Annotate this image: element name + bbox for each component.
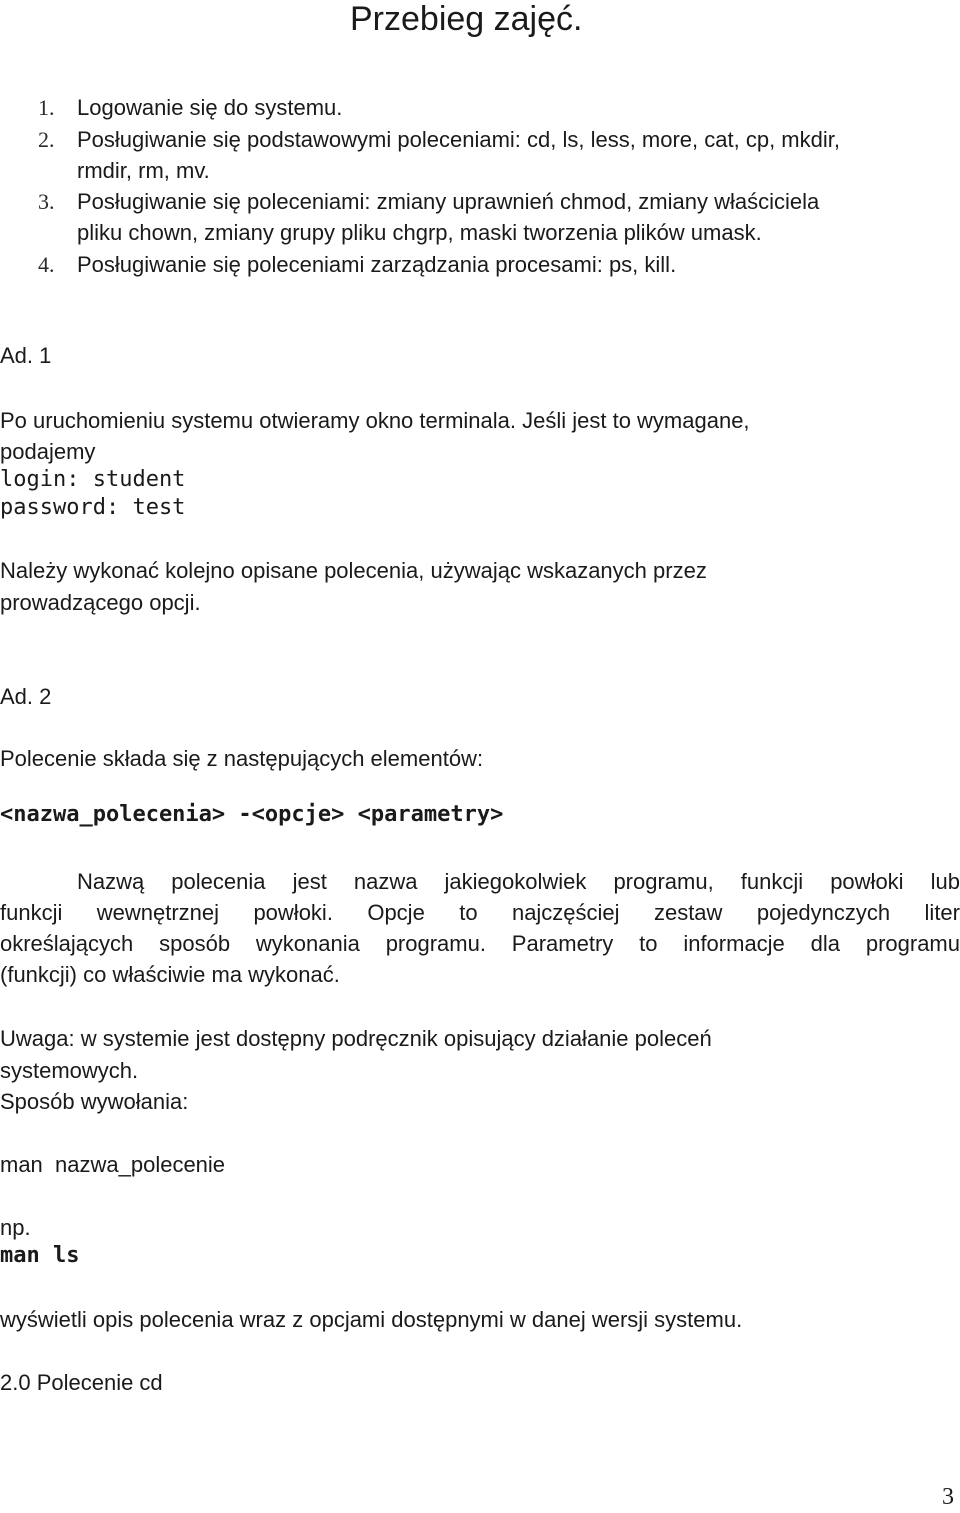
paragraph-line: Nazwą polecenia jest nazwa jakiegokolwiek programu, funkcji powłoki lub: [77, 869, 960, 894]
paragraph-line: funkcji wewnętrznej powłoki. Opcje to najczęściej zestaw pojedynczych liter: [0, 900, 960, 925]
page-number: 3: [942, 1484, 954, 1510]
ad2-intro: Polecenie składa się z następujących elementów:: [0, 746, 484, 771]
section-heading: 2.0 Polecenie cd: [0, 1370, 163, 1395]
ad1-heading: Ad. 1: [0, 343, 52, 368]
ad1-intro: Po uruchomieniu systemu otwieramy okno terminala. Jeśli jest to wymagane,: [0, 408, 750, 433]
list-number: 1.: [38, 95, 55, 120]
list-item-continuation: pliku chown, zmiany grupy pliku chgrp, maski tworzenia plików umask.: [77, 220, 762, 245]
paragraph-line: określających sposób wykonania programu. Parametry to informacje dla programu: [0, 931, 960, 956]
ad1-note: Należy wykonać kolejno opisane polecenia, używając wskazanych przez: [0, 558, 707, 583]
list-item-continuation: rmdir, rm, mv.: [77, 158, 210, 183]
man-example-code: man ls: [0, 1243, 80, 1268]
ad1-note-continuation: prowadzącego opcji.: [0, 590, 201, 615]
list-number: 4.: [38, 252, 55, 277]
list-item: Posługiwanie się poleceniami zarządzania procesami: ps, kill.: [77, 252, 677, 277]
uwaga-note: Uwaga: w systemie jest dostępny podręcznik opisujący działanie poleceń: [0, 1026, 712, 1051]
page-title: Przebieg zajęć.: [350, 0, 583, 38]
man-result-text: wyświetli opis polecenia wraz z opcjami dostępnymi w danej wersji systemu.: [0, 1307, 743, 1332]
ad1-intro-continuation: podajemy: [0, 439, 96, 464]
list-number: 3.: [38, 189, 55, 214]
ad2-heading: Ad. 2: [0, 684, 52, 709]
password-code: password: test: [0, 495, 186, 520]
paragraph-line: (funkcji) co właściwie ma wykonać.: [0, 962, 340, 987]
example-label: np.: [0, 1215, 31, 1240]
list-item: Posługiwanie się podstawowymi poleceniami: cd, ls, less, more, cat, cp, mkdir,: [77, 127, 840, 152]
list-item: Logowanie się do systemu.: [77, 95, 343, 120]
usage-label: Sposób wywołania:: [0, 1089, 189, 1114]
command-syntax-code: <nazwa_polecenia> -<opcje> <parametry>: [0, 802, 504, 827]
list-item: Posługiwanie się poleceniami: zmiany uprawnień chmod, zmiany właściciela: [77, 189, 820, 214]
ad2-paragraph: [0, 866, 960, 990]
login-code: login: student: [0, 467, 186, 492]
man-syntax: man nazwa_polecenie: [0, 1152, 226, 1177]
list-number: 2.: [38, 127, 55, 152]
uwaga-note-continuation: systemowych.: [0, 1058, 139, 1083]
